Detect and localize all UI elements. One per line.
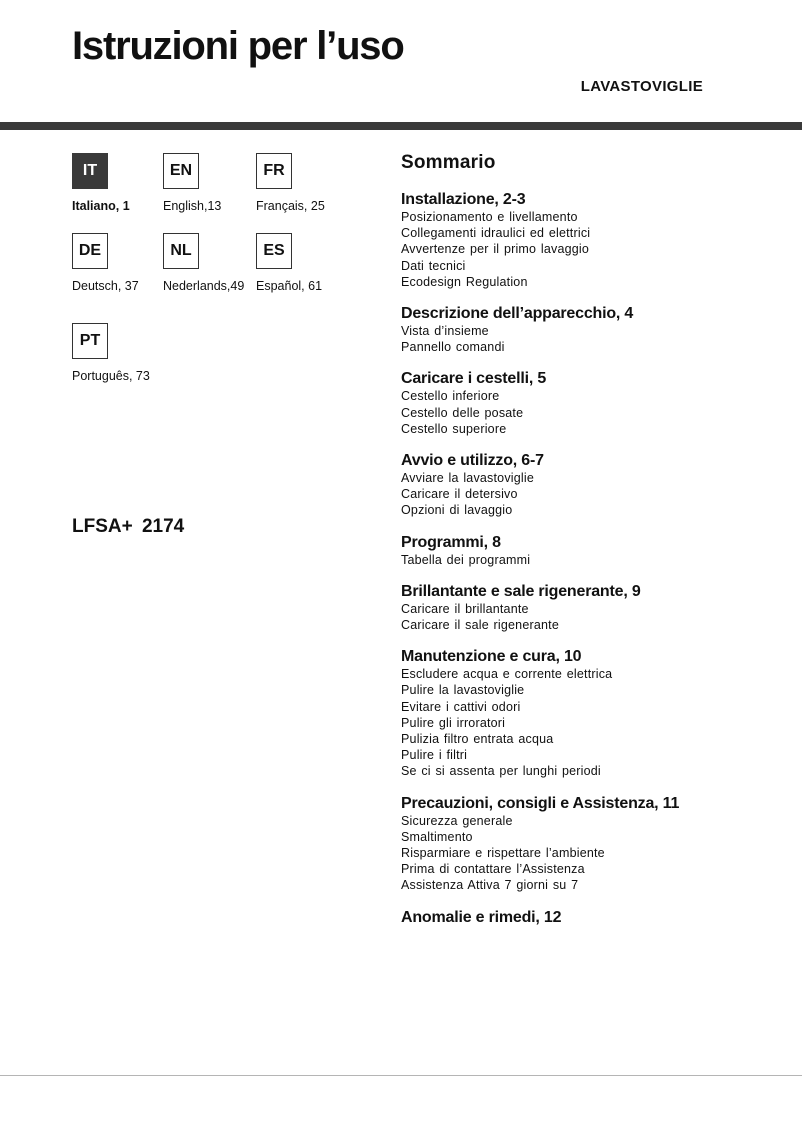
language-code-box[interactable]: PT: [72, 323, 108, 359]
toc-section: [401, 582, 791, 633]
toc-section-heading: Manutenzione e cura, 10: [401, 648, 582, 666]
language-label: Français, 25: [256, 199, 325, 213]
toc-section-heading: Precauzioni, consigli e Assistenza, 11: [401, 794, 680, 812]
language-code-box[interactable]: EN: [163, 153, 199, 189]
language-fr[interactable]: [256, 153, 325, 213]
toc-item: Cestello delle posate: [401, 405, 524, 420]
header-divider-bar: [0, 122, 802, 130]
toc-section-heading: Descrizione dell’apparecchio, 4: [401, 305, 634, 323]
toc-section-heading: Avvio e utilizzo, 6-7: [401, 452, 544, 470]
language-pt[interactable]: [72, 323, 150, 383]
toc-section-heading: Caricare i cestelli, 5: [401, 370, 547, 388]
toc-item: Pannello comandi: [401, 340, 505, 355]
toc-section: [401, 908, 791, 927]
footer-divider: [0, 1075, 802, 1076]
toc-item: Evitare i cattivi odori: [401, 699, 521, 714]
toc-section-heading: Anomalie e rimedi, 12: [401, 908, 562, 926]
toc-sections: [401, 190, 791, 927]
language-label: Español, 61: [256, 279, 323, 293]
toc-item: Avvertenze per il primo lavaggio: [401, 242, 590, 257]
language-es[interactable]: [256, 233, 322, 293]
language-de[interactable]: [72, 233, 139, 293]
toc-item: Pulire i filtri: [401, 748, 468, 763]
toc-item: Avviare la lavastoviglie: [401, 471, 535, 486]
toc-item: Prima di contattare l’Assistenza: [401, 862, 585, 877]
toc-section: [401, 304, 791, 355]
toc-item: Caricare il brillantante: [401, 601, 529, 616]
language-code-box[interactable]: IT: [72, 153, 108, 189]
toc-item: Posizionamento e livellamento: [401, 210, 578, 224]
toc-section: [401, 451, 791, 519]
toc-section: [401, 794, 791, 894]
page-title: Istruzioni per l’uso: [72, 24, 404, 68]
toc-item: Vista d’insieme: [401, 324, 489, 339]
model-number: LFSA+ 2174: [72, 516, 185, 537]
toc-item: Pulire gli irroratori: [401, 715, 506, 730]
language-label: Nederlands,49: [163, 279, 245, 293]
toc-item: Dati tecnici: [401, 258, 466, 273]
toc-item: Cestello inferiore: [401, 389, 500, 404]
language-label: Deutsch, 37: [72, 279, 139, 293]
toc-item: Ecodesign Regulation: [401, 274, 528, 289]
toc-section: [401, 369, 791, 437]
toc-section-heading: Installazione, 2-3: [401, 191, 526, 208]
toc-section: [401, 533, 791, 568]
toc-item: Opzioni di lavaggio: [401, 503, 513, 518]
language-nl[interactable]: [163, 233, 244, 293]
language-en[interactable]: [163, 153, 221, 213]
language-code-box[interactable]: FR: [256, 153, 292, 189]
language-code-box[interactable]: ES: [256, 233, 292, 269]
language-label: Italiano, 1: [72, 199, 130, 213]
toc-section-heading: Programmi, 8: [401, 533, 501, 551]
toc-item: Smaltimento: [401, 829, 473, 844]
language-code-box[interactable]: NL: [163, 233, 199, 269]
toc-item: Assistenza Attiva 7 giorni su 7: [401, 878, 579, 893]
toc-item: Se ci si assenta per lunghi periodi: [401, 764, 601, 779]
product-category: LAVASTOVIGLIE: [580, 78, 703, 95]
table-of-contents: [401, 152, 791, 941]
toc-item: Risparmiare e rispettare l’ambiente: [401, 846, 605, 861]
toc-item: Tabella dei programmi: [401, 552, 531, 567]
language-label: Português, 73: [72, 369, 150, 383]
toc-item: Cestello superiore: [401, 421, 507, 436]
toc-item: Sicurezza generale: [401, 813, 513, 828]
toc-section-heading: Brillantante e sale rigenerante, 9: [401, 582, 641, 600]
language-code-box[interactable]: DE: [72, 233, 108, 269]
toc-item: Collegamenti idraulici ed elettrici: [401, 226, 591, 241]
toc-item: Caricare il detersivo: [401, 487, 518, 502]
toc-item: Pulizia filtro entrata acqua: [401, 732, 554, 747]
language-it[interactable]: [72, 153, 130, 213]
toc-section: [401, 190, 791, 290]
toc-title: Sommario: [401, 152, 496, 173]
language-label: English,13: [163, 199, 222, 213]
toc-item: Caricare il sale rigenerante: [401, 618, 559, 633]
toc-item: Escludere acqua e corrente elettrica: [401, 667, 613, 682]
toc-section: [401, 647, 791, 779]
toc-item: Pulire la lavastoviglie: [401, 683, 525, 698]
